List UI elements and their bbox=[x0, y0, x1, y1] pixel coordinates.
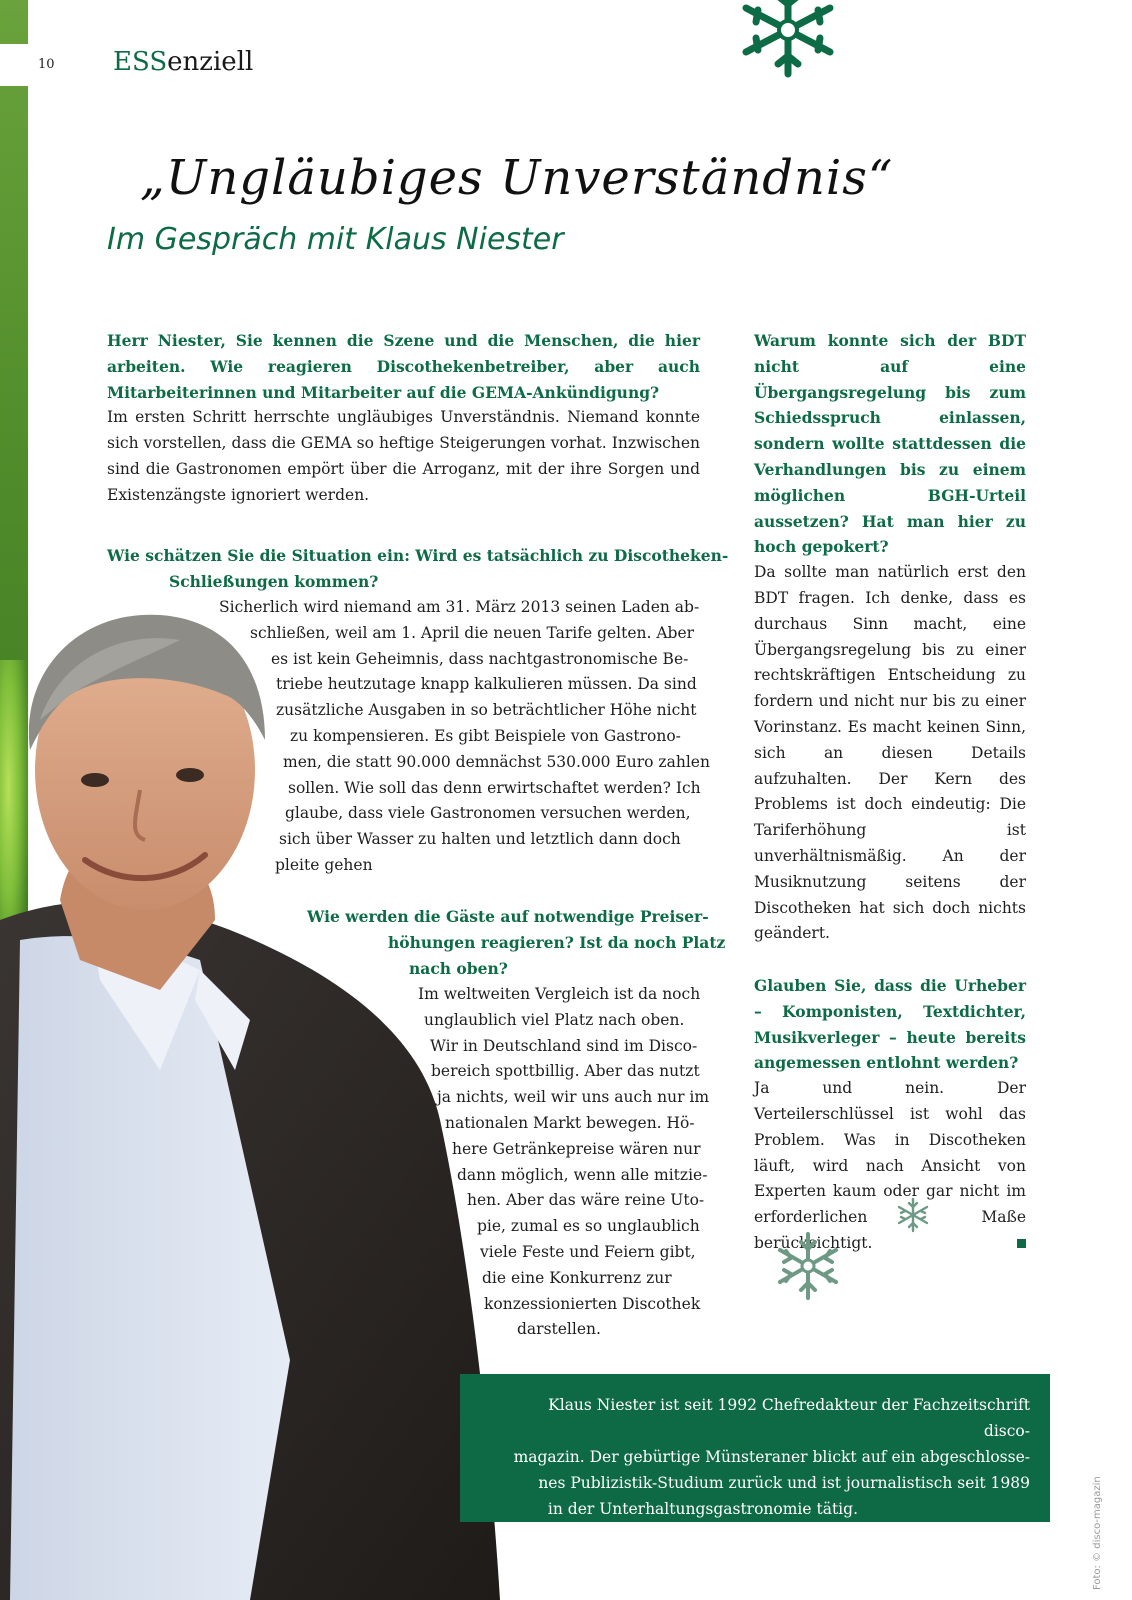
question-4: Warum konnte sich der BDT nicht auf eine Übergangsregelung bis zum Schiedsspruch einlassen, sondern wollte stattdessen die Verhandlungen bis zu einem möglichen BGH-Urteil aussetzen? Hat man hier zu hoch gepokert? bbox=[754, 331, 1026, 557]
page-number: 10 bbox=[38, 57, 55, 72]
answer-2-line: sich über Wasser zu halten und letztlich dann doch bbox=[279, 830, 681, 849]
answer-3-line: hen. Aber das wäre reine Uto- bbox=[467, 1191, 705, 1210]
answer-2-line: schließen, weil am 1. April die neuen Tarife gelten. Aber bbox=[250, 623, 695, 642]
column-1-top bbox=[107, 328, 700, 509]
bio-text bbox=[500, 1392, 1030, 1522]
snowflake-icon bbox=[772, 1230, 844, 1302]
answer-2-line: men, die statt 90.000 demnächst 530.000 Euro zahlen bbox=[283, 752, 710, 771]
bio-line: Klaus Niester ist seit 1992 Chefredakteur der Fachzeitschrift disco- bbox=[548, 1396, 1030, 1440]
portrait-photo bbox=[0, 600, 520, 1600]
answer-3-line: Wir in Deutschland sind im Disco- bbox=[430, 1036, 698, 1055]
question-1: Herr Niester, Sie kennen die Szene und die Menschen, die hier arbeiten. Wie reagieren Discothekenbetreiber, aber auch Mitarbeiterinnen und Mitarbeiter auf die GEMA-Ankündigung? bbox=[107, 331, 700, 402]
answer-3-line: nationalen Markt bewegen. Hö- bbox=[445, 1113, 695, 1132]
answer-3-line: unglaublich viel Platz nach oben. bbox=[424, 1010, 685, 1029]
bio-line: magazin. Der gebürtige Münsteraner blickt auf ein abgeschlosse- bbox=[513, 1448, 1030, 1466]
answer-3-line: bereich spottbillig. Aber das nutzt bbox=[431, 1062, 700, 1081]
bio-line: in der Unterhaltungsgastronomie tätig. bbox=[547, 1500, 858, 1518]
section-title-accent: ESS bbox=[113, 47, 168, 77]
answer-2-line: triebe heutzutage knapp kalkulieren müssen. Da sind bbox=[276, 675, 697, 694]
answer-3-line: ja nichts, weil wir uns auch nur im bbox=[437, 1088, 710, 1107]
answer-1: Im ersten Schritt herrschte ungläubiges Unverständnis. Niemand konnte sich vorstellen, dass die GEMA so heftige Steigerungen vorhat. Inzwischen sind die Gastronomen empört über die Arroganz, mit der ihre Sorgen und Existenzängste ignoriert werden. bbox=[107, 408, 700, 504]
answer-3-line: die eine Konkurrenz zur bbox=[482, 1268, 672, 1287]
snowflake-icon bbox=[728, 0, 846, 86]
snowflake-icon bbox=[894, 1196, 932, 1234]
question-2-line: Schließungen kommen? bbox=[169, 571, 379, 591]
end-square-icon bbox=[1017, 1239, 1026, 1248]
question-2-line: Wie schätzen Sie die Situation ein: Wird es tatsächlich zu Discotheken- bbox=[107, 546, 729, 565]
answer-3-line: Im weltweiten Vergleich ist da noch bbox=[418, 985, 701, 1003]
article-subtitle: Im Gespräch mit Klaus Niester bbox=[107, 222, 564, 257]
bio-line: nes Publizistik-Studium zurück und ist journalistisch seit 1989 bbox=[538, 1474, 1030, 1492]
answer-2-line: zusätzliche Ausgaben in so beträchtlicher Höhe nicht bbox=[276, 701, 697, 720]
answer-2-line: zu kompensieren. Es gibt Beispiele von Gastrono- bbox=[290, 726, 681, 745]
question-5: Glauben Sie, dass die Urheber – Komponisten, Textdichter, Musikverleger – heute bereits angemessen entlohnt werden? bbox=[754, 975, 1026, 1073]
answer-3-line: viele Feste und Feiern gibt, bbox=[480, 1242, 696, 1261]
question-2 bbox=[107, 543, 729, 595]
section-title bbox=[113, 47, 253, 77]
answer-2-line: Sicherlich wird niemand am 31. März 2013 seinen Laden ab- bbox=[219, 598, 700, 616]
question-3-line: Wie werden die Gäste auf notwendige Preiser- bbox=[307, 907, 709, 926]
answer-2-line: sollen. Wie soll das denn erwirtschaftet werden? Ich bbox=[288, 778, 701, 797]
answer-3-line: here Getränkepreise wären nur bbox=[452, 1139, 701, 1158]
column-2 bbox=[754, 328, 1026, 1257]
answer-3-line: darstellen. bbox=[517, 1320, 601, 1339]
answer-4: Da sollte man natürlich erst den BDT fragen. Ich denke, dass es durchaus Sinn macht, eine Übergangsregelung bis zu einer rechtskräftigen Entscheidung zu fordern und nicht nur bis zu einer Vorinstanz. Es macht keinen Sinn, sich an diesen Details aufzuhalten. Der Kern des Problems ist doch eindeutig: Die Tariferhöhung ist unverhältnismäßig. An der Musiknutzung seitens der Discotheken hat sich doch nichts geändert. bbox=[754, 563, 1026, 943]
question-3-line: höhungen reagieren? Ist da noch Platz bbox=[388, 932, 726, 952]
answer-2-line: glaube, dass viele Gastronomen versuchen werden, bbox=[285, 804, 691, 823]
answer-3-line: konzessionierten Discothek bbox=[484, 1294, 701, 1313]
answer-3-line: pie, zumal es so unglaublich bbox=[477, 1217, 700, 1236]
answer-2-line: es ist kein Geheimnis, dass nachtgastronomische Be- bbox=[271, 649, 689, 668]
answer-2-line: pleite gehen bbox=[275, 855, 373, 874]
article-title: „Ungläubiges Unverständnis“ bbox=[140, 150, 894, 206]
question-3-line: nach oben? bbox=[409, 958, 508, 978]
section-title-rest: enziell bbox=[167, 47, 254, 77]
photo-credit: Foto: © disco-magazin bbox=[1092, 1476, 1103, 1590]
answer-5-text: Ja und nein. Der Verteilerschlüssel ist wohl das Problem. Was in Discotheken läuft, wird nach Ansicht von Experten kaum oder gar nicht im erforderlichen Maße berücksichtigt. bbox=[754, 1079, 1026, 1252]
answer-3-line: dann möglich, wenn alle mitzie- bbox=[457, 1165, 708, 1184]
